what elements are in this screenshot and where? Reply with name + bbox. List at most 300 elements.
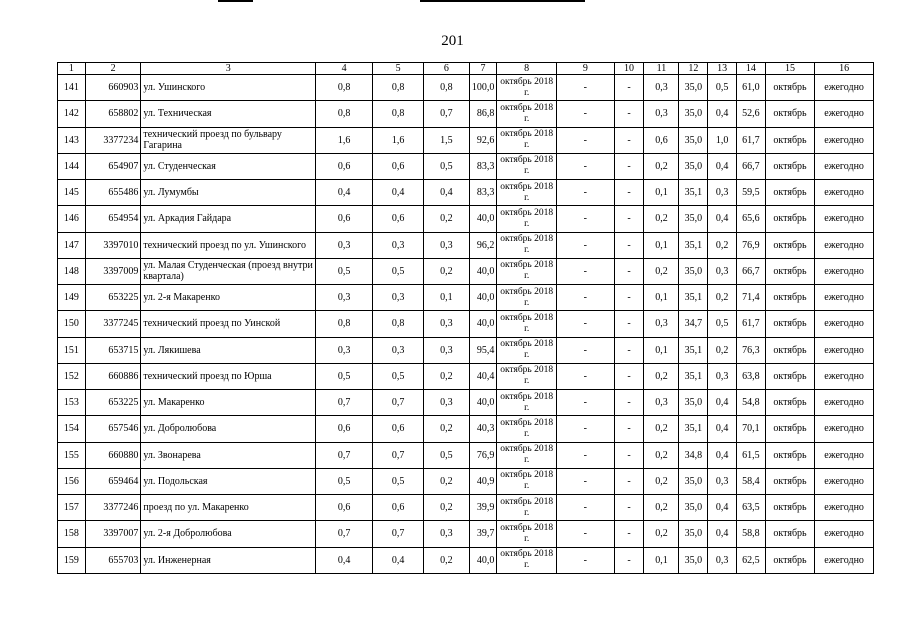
- cell-col8-date: октябрь 2018 г.: [497, 363, 557, 389]
- street-name: ул. Студенческая: [141, 153, 316, 179]
- cell-col12: 35,0: [679, 547, 708, 573]
- cell-col7: 76,9: [469, 442, 497, 468]
- row-number: 145: [58, 180, 86, 206]
- cell-col10: -: [614, 416, 644, 442]
- cell-col16-period: ежегодно: [815, 180, 874, 206]
- street-name: технический проезд по бульвару Гагарина: [141, 127, 316, 153]
- cell-col8-date: октябрь 2018 г.: [497, 547, 557, 573]
- cell-col6: 0,1: [424, 285, 469, 311]
- object-code: 655486: [85, 180, 141, 206]
- cell-col13: 0,4: [708, 416, 737, 442]
- cell-col14: 63,5: [737, 495, 766, 521]
- cell-col14: 61,7: [737, 311, 766, 337]
- cell-col9: -: [557, 232, 615, 258]
- cell-col4: 0,3: [316, 285, 373, 311]
- cell-col14: 61,5: [737, 442, 766, 468]
- table-row: [58, 285, 874, 311]
- object-code: 3397009: [85, 258, 141, 284]
- cell-col4: 0,7: [316, 442, 373, 468]
- street-name: ул. Лумумбы: [141, 180, 316, 206]
- cell-col7: 40,0: [469, 285, 497, 311]
- cell-col16-period: ежегодно: [815, 416, 874, 442]
- cell-col13: 0,4: [708, 153, 737, 179]
- column-header: 13: [708, 63, 737, 75]
- table-row: [58, 153, 874, 179]
- cell-col5: 0,5: [372, 258, 423, 284]
- cell-col8-date: октябрь 2018 г.: [497, 468, 557, 494]
- cell-col9: -: [557, 75, 615, 101]
- cell-col6: 0,3: [424, 390, 469, 416]
- object-code: 653225: [85, 285, 141, 311]
- column-header: 2: [85, 63, 141, 75]
- cell-col9: -: [557, 416, 615, 442]
- cell-col15-month: октябрь: [765, 258, 814, 284]
- row-number: 142: [58, 101, 86, 127]
- cell-col10: -: [614, 232, 644, 258]
- cell-col9: -: [557, 127, 615, 153]
- cell-col13: 0,4: [708, 495, 737, 521]
- cell-col12: 35,0: [679, 390, 708, 416]
- row-number: 153: [58, 390, 86, 416]
- cell-col13: 0,2: [708, 337, 737, 363]
- cell-col9: -: [557, 153, 615, 179]
- cell-col13: 0,3: [708, 180, 737, 206]
- cell-col14: 59,5: [737, 180, 766, 206]
- table-row: [58, 442, 874, 468]
- cell-col11: 0,2: [644, 363, 679, 389]
- data-table: [57, 62, 874, 574]
- street-name: технический проезд по ул. Ушинского: [141, 232, 316, 258]
- street-name: ул. Подольская: [141, 468, 316, 494]
- cell-col14: 52,6: [737, 101, 766, 127]
- column-header: 1: [58, 63, 86, 75]
- cell-col14: 65,6: [737, 206, 766, 232]
- cell-col4: 0,6: [316, 206, 373, 232]
- cell-col10: -: [614, 153, 644, 179]
- cell-col11: 0,2: [644, 468, 679, 494]
- row-number: 143: [58, 127, 86, 153]
- object-code: 659464: [85, 468, 141, 494]
- cell-col11: 0,2: [644, 153, 679, 179]
- cell-col4: 0,5: [316, 258, 373, 284]
- cell-col6: 0,2: [424, 495, 469, 521]
- cell-col8-date: октябрь 2018 г.: [497, 127, 557, 153]
- cell-col4: 0,7: [316, 390, 373, 416]
- cell-col11: 0,3: [644, 75, 679, 101]
- object-code: 655703: [85, 547, 141, 573]
- row-number: 154: [58, 416, 86, 442]
- cell-col16-period: ежегодно: [815, 442, 874, 468]
- cell-col14: 76,3: [737, 337, 766, 363]
- object-code: 3397010: [85, 232, 141, 258]
- cell-col7: 40,9: [469, 468, 497, 494]
- cell-col9: -: [557, 442, 615, 468]
- cell-col5: 0,7: [372, 521, 423, 547]
- cell-col11: 0,2: [644, 258, 679, 284]
- object-code: 654907: [85, 153, 141, 179]
- cell-col8-date: октябрь 2018 г.: [497, 180, 557, 206]
- cell-col7: 96,2: [469, 232, 497, 258]
- cell-col10: -: [614, 390, 644, 416]
- cell-col8-date: октябрь 2018 г.: [497, 311, 557, 337]
- cell-col6: 0,2: [424, 363, 469, 389]
- cell-col7: 39,7: [469, 521, 497, 547]
- cell-col16-period: ежегодно: [815, 311, 874, 337]
- row-number: 146: [58, 206, 86, 232]
- cell-col15-month: октябрь: [765, 101, 814, 127]
- object-code: 653715: [85, 337, 141, 363]
- cell-col10: -: [614, 495, 644, 521]
- cell-col10: -: [614, 206, 644, 232]
- column-header: 12: [679, 63, 708, 75]
- cell-col11: 0,3: [644, 311, 679, 337]
- cell-col8-date: октябрь 2018 г.: [497, 232, 557, 258]
- cell-col16-period: ежегодно: [815, 495, 874, 521]
- cell-col13: 0,3: [708, 468, 737, 494]
- table-row: [58, 75, 874, 101]
- cell-col12: 35,0: [679, 101, 708, 127]
- cell-col15-month: октябрь: [765, 127, 814, 153]
- cell-col12: 35,0: [679, 495, 708, 521]
- object-code: 3377245: [85, 311, 141, 337]
- cell-col16-period: ежегодно: [815, 337, 874, 363]
- cell-col14: 76,9: [737, 232, 766, 258]
- cell-col12: 35,0: [679, 521, 708, 547]
- column-header: 5: [372, 63, 423, 75]
- cell-col5: 0,8: [372, 101, 423, 127]
- object-code: 3377246: [85, 495, 141, 521]
- table-row: [58, 337, 874, 363]
- cell-col16-period: ежегодно: [815, 232, 874, 258]
- street-name: проезд по ул. Макаренко: [141, 495, 316, 521]
- cell-col16-period: ежегодно: [815, 390, 874, 416]
- cell-col15-month: октябрь: [765, 363, 814, 389]
- cell-col7: 39,9: [469, 495, 497, 521]
- cell-col6: 0,3: [424, 232, 469, 258]
- cell-col4: 0,8: [316, 101, 373, 127]
- cell-col15-month: октябрь: [765, 232, 814, 258]
- cell-col11: 0,3: [644, 390, 679, 416]
- cell-col13: 0,5: [708, 75, 737, 101]
- cell-col5: 1,6: [372, 127, 423, 153]
- cell-col11: 0,2: [644, 442, 679, 468]
- cell-col13: 0,4: [708, 206, 737, 232]
- cell-col5: 0,6: [372, 495, 423, 521]
- street-name: ул. Техническая: [141, 101, 316, 127]
- cell-col4: 0,3: [316, 232, 373, 258]
- cell-col13: 0,4: [708, 390, 737, 416]
- cell-col9: -: [557, 337, 615, 363]
- cell-col6: 0,5: [424, 153, 469, 179]
- cell-col15-month: октябрь: [765, 495, 814, 521]
- cell-col5: 0,8: [372, 311, 423, 337]
- top-edge-mark-right: [420, 0, 585, 2]
- cell-col14: 54,8: [737, 390, 766, 416]
- row-number: 151: [58, 337, 86, 363]
- cell-col16-period: ежегодно: [815, 363, 874, 389]
- cell-col8-date: октябрь 2018 г.: [497, 206, 557, 232]
- cell-col5: 0,7: [372, 442, 423, 468]
- cell-col7: 83,3: [469, 180, 497, 206]
- cell-col12: 35,0: [679, 127, 708, 153]
- cell-col7: 95,4: [469, 337, 497, 363]
- cell-col6: 0,3: [424, 311, 469, 337]
- cell-col13: 0,3: [708, 363, 737, 389]
- cell-col5: 0,3: [372, 337, 423, 363]
- cell-col10: -: [614, 547, 644, 573]
- cell-col8-date: октябрь 2018 г.: [497, 75, 557, 101]
- cell-col9: -: [557, 495, 615, 521]
- cell-col6: 0,2: [424, 416, 469, 442]
- row-number: 141: [58, 75, 86, 101]
- cell-col4: 0,8: [316, 311, 373, 337]
- cell-col11: 0,2: [644, 495, 679, 521]
- cell-col15-month: октябрь: [765, 468, 814, 494]
- object-code: 654954: [85, 206, 141, 232]
- cell-col14: 61,0: [737, 75, 766, 101]
- cell-col11: 0,1: [644, 337, 679, 363]
- cell-col8-date: октябрь 2018 г.: [497, 416, 557, 442]
- row-number: 147: [58, 232, 86, 258]
- cell-col6: 0,2: [424, 206, 469, 232]
- cell-col7: 83,3: [469, 153, 497, 179]
- cell-col16-period: ежегодно: [815, 206, 874, 232]
- cell-col15-month: октябрь: [765, 75, 814, 101]
- cell-col6: 0,8: [424, 75, 469, 101]
- cell-col6: 0,2: [424, 547, 469, 573]
- cell-col11: 0,1: [644, 285, 679, 311]
- table-row: [58, 180, 874, 206]
- cell-col12: 35,1: [679, 232, 708, 258]
- cell-col10: -: [614, 521, 644, 547]
- table-row: [58, 390, 874, 416]
- row-number: 149: [58, 285, 86, 311]
- cell-col14: 71,4: [737, 285, 766, 311]
- cell-col7: 40,0: [469, 390, 497, 416]
- cell-col10: -: [614, 101, 644, 127]
- object-code: 660880: [85, 442, 141, 468]
- column-number-row: [58, 63, 874, 75]
- cell-col13: 0,2: [708, 232, 737, 258]
- cell-col16-period: ежегодно: [815, 285, 874, 311]
- cell-col8-date: октябрь 2018 г.: [497, 153, 557, 179]
- cell-col12: 35,1: [679, 363, 708, 389]
- row-number: 157: [58, 495, 86, 521]
- cell-col13: 0,5: [708, 311, 737, 337]
- cell-col12: 35,0: [679, 258, 708, 284]
- cell-col4: 0,6: [316, 495, 373, 521]
- street-name: ул. Макаренко: [141, 390, 316, 416]
- table-row: [58, 258, 874, 284]
- street-name: ул. Малая Студенческая (проезд внутри квартала): [141, 258, 316, 284]
- street-name: технический проезд по Юрша: [141, 363, 316, 389]
- cell-col5: 0,8: [372, 75, 423, 101]
- street-name: ул. Ушинского: [141, 75, 316, 101]
- cell-col9: -: [557, 311, 615, 337]
- cell-col8-date: октябрь 2018 г.: [497, 258, 557, 284]
- cell-col4: 0,6: [316, 416, 373, 442]
- row-number: 156: [58, 468, 86, 494]
- cell-col9: -: [557, 547, 615, 573]
- object-code: 3377234: [85, 127, 141, 153]
- street-name: ул. Добролюбова: [141, 416, 316, 442]
- cell-col11: 0,2: [644, 416, 679, 442]
- cell-col13: 0,3: [708, 258, 737, 284]
- cell-col7: 40,3: [469, 416, 497, 442]
- cell-col7: 40,0: [469, 258, 497, 284]
- cell-col9: -: [557, 363, 615, 389]
- cell-col15-month: октябрь: [765, 153, 814, 179]
- table-row: [58, 495, 874, 521]
- cell-col11: 0,1: [644, 232, 679, 258]
- cell-col16-period: ежегодно: [815, 521, 874, 547]
- cell-col15-month: октябрь: [765, 521, 814, 547]
- cell-col5: 0,3: [372, 232, 423, 258]
- column-header: 16: [815, 63, 874, 75]
- cell-col14: 58,8: [737, 521, 766, 547]
- cell-col10: -: [614, 337, 644, 363]
- column-header: 8: [497, 63, 557, 75]
- cell-col5: 0,7: [372, 390, 423, 416]
- column-header: 7: [469, 63, 497, 75]
- street-name: ул. Лякишева: [141, 337, 316, 363]
- cell-col12: 35,1: [679, 416, 708, 442]
- cell-col16-period: ежегодно: [815, 153, 874, 179]
- object-code: 660886: [85, 363, 141, 389]
- cell-col11: 0,2: [644, 521, 679, 547]
- cell-col8-date: октябрь 2018 г.: [497, 285, 557, 311]
- column-header: 3: [141, 63, 316, 75]
- cell-col7: 40,4: [469, 363, 497, 389]
- row-number: 152: [58, 363, 86, 389]
- cell-col6: 0,3: [424, 521, 469, 547]
- row-number: 158: [58, 521, 86, 547]
- cell-col12: 35,1: [679, 180, 708, 206]
- row-number: 159: [58, 547, 86, 573]
- cell-col14: 66,7: [737, 258, 766, 284]
- cell-col5: 0,6: [372, 153, 423, 179]
- cell-col7: 92,6: [469, 127, 497, 153]
- cell-col15-month: октябрь: [765, 337, 814, 363]
- cell-col16-period: ежегодно: [815, 101, 874, 127]
- cell-col13: 0,2: [708, 285, 737, 311]
- cell-col8-date: октябрь 2018 г.: [497, 337, 557, 363]
- cell-col7: 40,0: [469, 311, 497, 337]
- row-number: 155: [58, 442, 86, 468]
- cell-col10: -: [614, 258, 644, 284]
- cell-col15-month: октябрь: [765, 285, 814, 311]
- cell-col15-month: октябрь: [765, 416, 814, 442]
- table-row: [58, 416, 874, 442]
- cell-col5: 0,5: [372, 363, 423, 389]
- street-name: ул. Аркадия Гайдара: [141, 206, 316, 232]
- cell-col11: 0,2: [644, 206, 679, 232]
- object-code: 3397007: [85, 521, 141, 547]
- table-row: [58, 521, 874, 547]
- cell-col5: 0,3: [372, 285, 423, 311]
- cell-col14: 62,5: [737, 547, 766, 573]
- cell-col15-month: октябрь: [765, 390, 814, 416]
- cell-col10: -: [614, 363, 644, 389]
- cell-col4: 0,3: [316, 337, 373, 363]
- cell-col9: -: [557, 180, 615, 206]
- cell-col12: 35,0: [679, 75, 708, 101]
- cell-col4: 0,4: [316, 180, 373, 206]
- cell-col10: -: [614, 442, 644, 468]
- cell-col10: -: [614, 311, 644, 337]
- cell-col14: 70,1: [737, 416, 766, 442]
- cell-col4: 1,6: [316, 127, 373, 153]
- row-number: 144: [58, 153, 86, 179]
- cell-col6: 1,5: [424, 127, 469, 153]
- page-number: 201: [441, 33, 464, 49]
- cell-col8-date: октябрь 2018 г.: [497, 495, 557, 521]
- cell-col13: 1,0: [708, 127, 737, 153]
- cell-col12: 35,1: [679, 285, 708, 311]
- cell-col6: 0,2: [424, 258, 469, 284]
- table-row: [58, 127, 874, 153]
- cell-col8-date: октябрь 2018 г.: [497, 101, 557, 127]
- cell-col4: 0,5: [316, 363, 373, 389]
- cell-col16-period: ежегодно: [815, 468, 874, 494]
- table-row: [58, 311, 874, 337]
- object-code: 658802: [85, 101, 141, 127]
- street-name: ул. 2-я Добролюбова: [141, 521, 316, 547]
- cell-col10: -: [614, 75, 644, 101]
- column-header: 15: [765, 63, 814, 75]
- cell-col5: 0,4: [372, 547, 423, 573]
- cell-col7: 100,0: [469, 75, 497, 101]
- cell-col6: 0,2: [424, 468, 469, 494]
- cell-col9: -: [557, 390, 615, 416]
- cell-col5: 0,6: [372, 206, 423, 232]
- cell-col6: 0,7: [424, 101, 469, 127]
- cell-col16-period: ежегодно: [815, 75, 874, 101]
- cell-col7: 86,8: [469, 101, 497, 127]
- cell-col12: 35,1: [679, 337, 708, 363]
- object-code: 653225: [85, 390, 141, 416]
- cell-col12: 34,8: [679, 442, 708, 468]
- cell-col15-month: октябрь: [765, 311, 814, 337]
- table-row: [58, 363, 874, 389]
- table-row: [58, 468, 874, 494]
- cell-col11: 0,6: [644, 127, 679, 153]
- column-header: 9: [557, 63, 615, 75]
- cell-col13: 0,3: [708, 547, 737, 573]
- cell-col9: -: [557, 468, 615, 494]
- cell-col13: 0,4: [708, 521, 737, 547]
- street-name: технический проезд по Уинской: [141, 311, 316, 337]
- table-row: [58, 206, 874, 232]
- cell-col5: 0,6: [372, 416, 423, 442]
- row-number: 150: [58, 311, 86, 337]
- table-row: [58, 101, 874, 127]
- object-code: 660903: [85, 75, 141, 101]
- cell-col8-date: октябрь 2018 г.: [497, 521, 557, 547]
- cell-col9: -: [557, 258, 615, 284]
- cell-col6: 0,3: [424, 337, 469, 363]
- cell-col13: 0,4: [708, 101, 737, 127]
- cell-col9: -: [557, 285, 615, 311]
- street-name: ул. Инженерная: [141, 547, 316, 573]
- cell-col7: 40,0: [469, 206, 497, 232]
- cell-col4: 0,6: [316, 153, 373, 179]
- cell-col5: 0,5: [372, 468, 423, 494]
- cell-col10: -: [614, 468, 644, 494]
- column-header: 11: [644, 63, 679, 75]
- cell-col11: 0,3: [644, 101, 679, 127]
- cell-col6: 0,4: [424, 180, 469, 206]
